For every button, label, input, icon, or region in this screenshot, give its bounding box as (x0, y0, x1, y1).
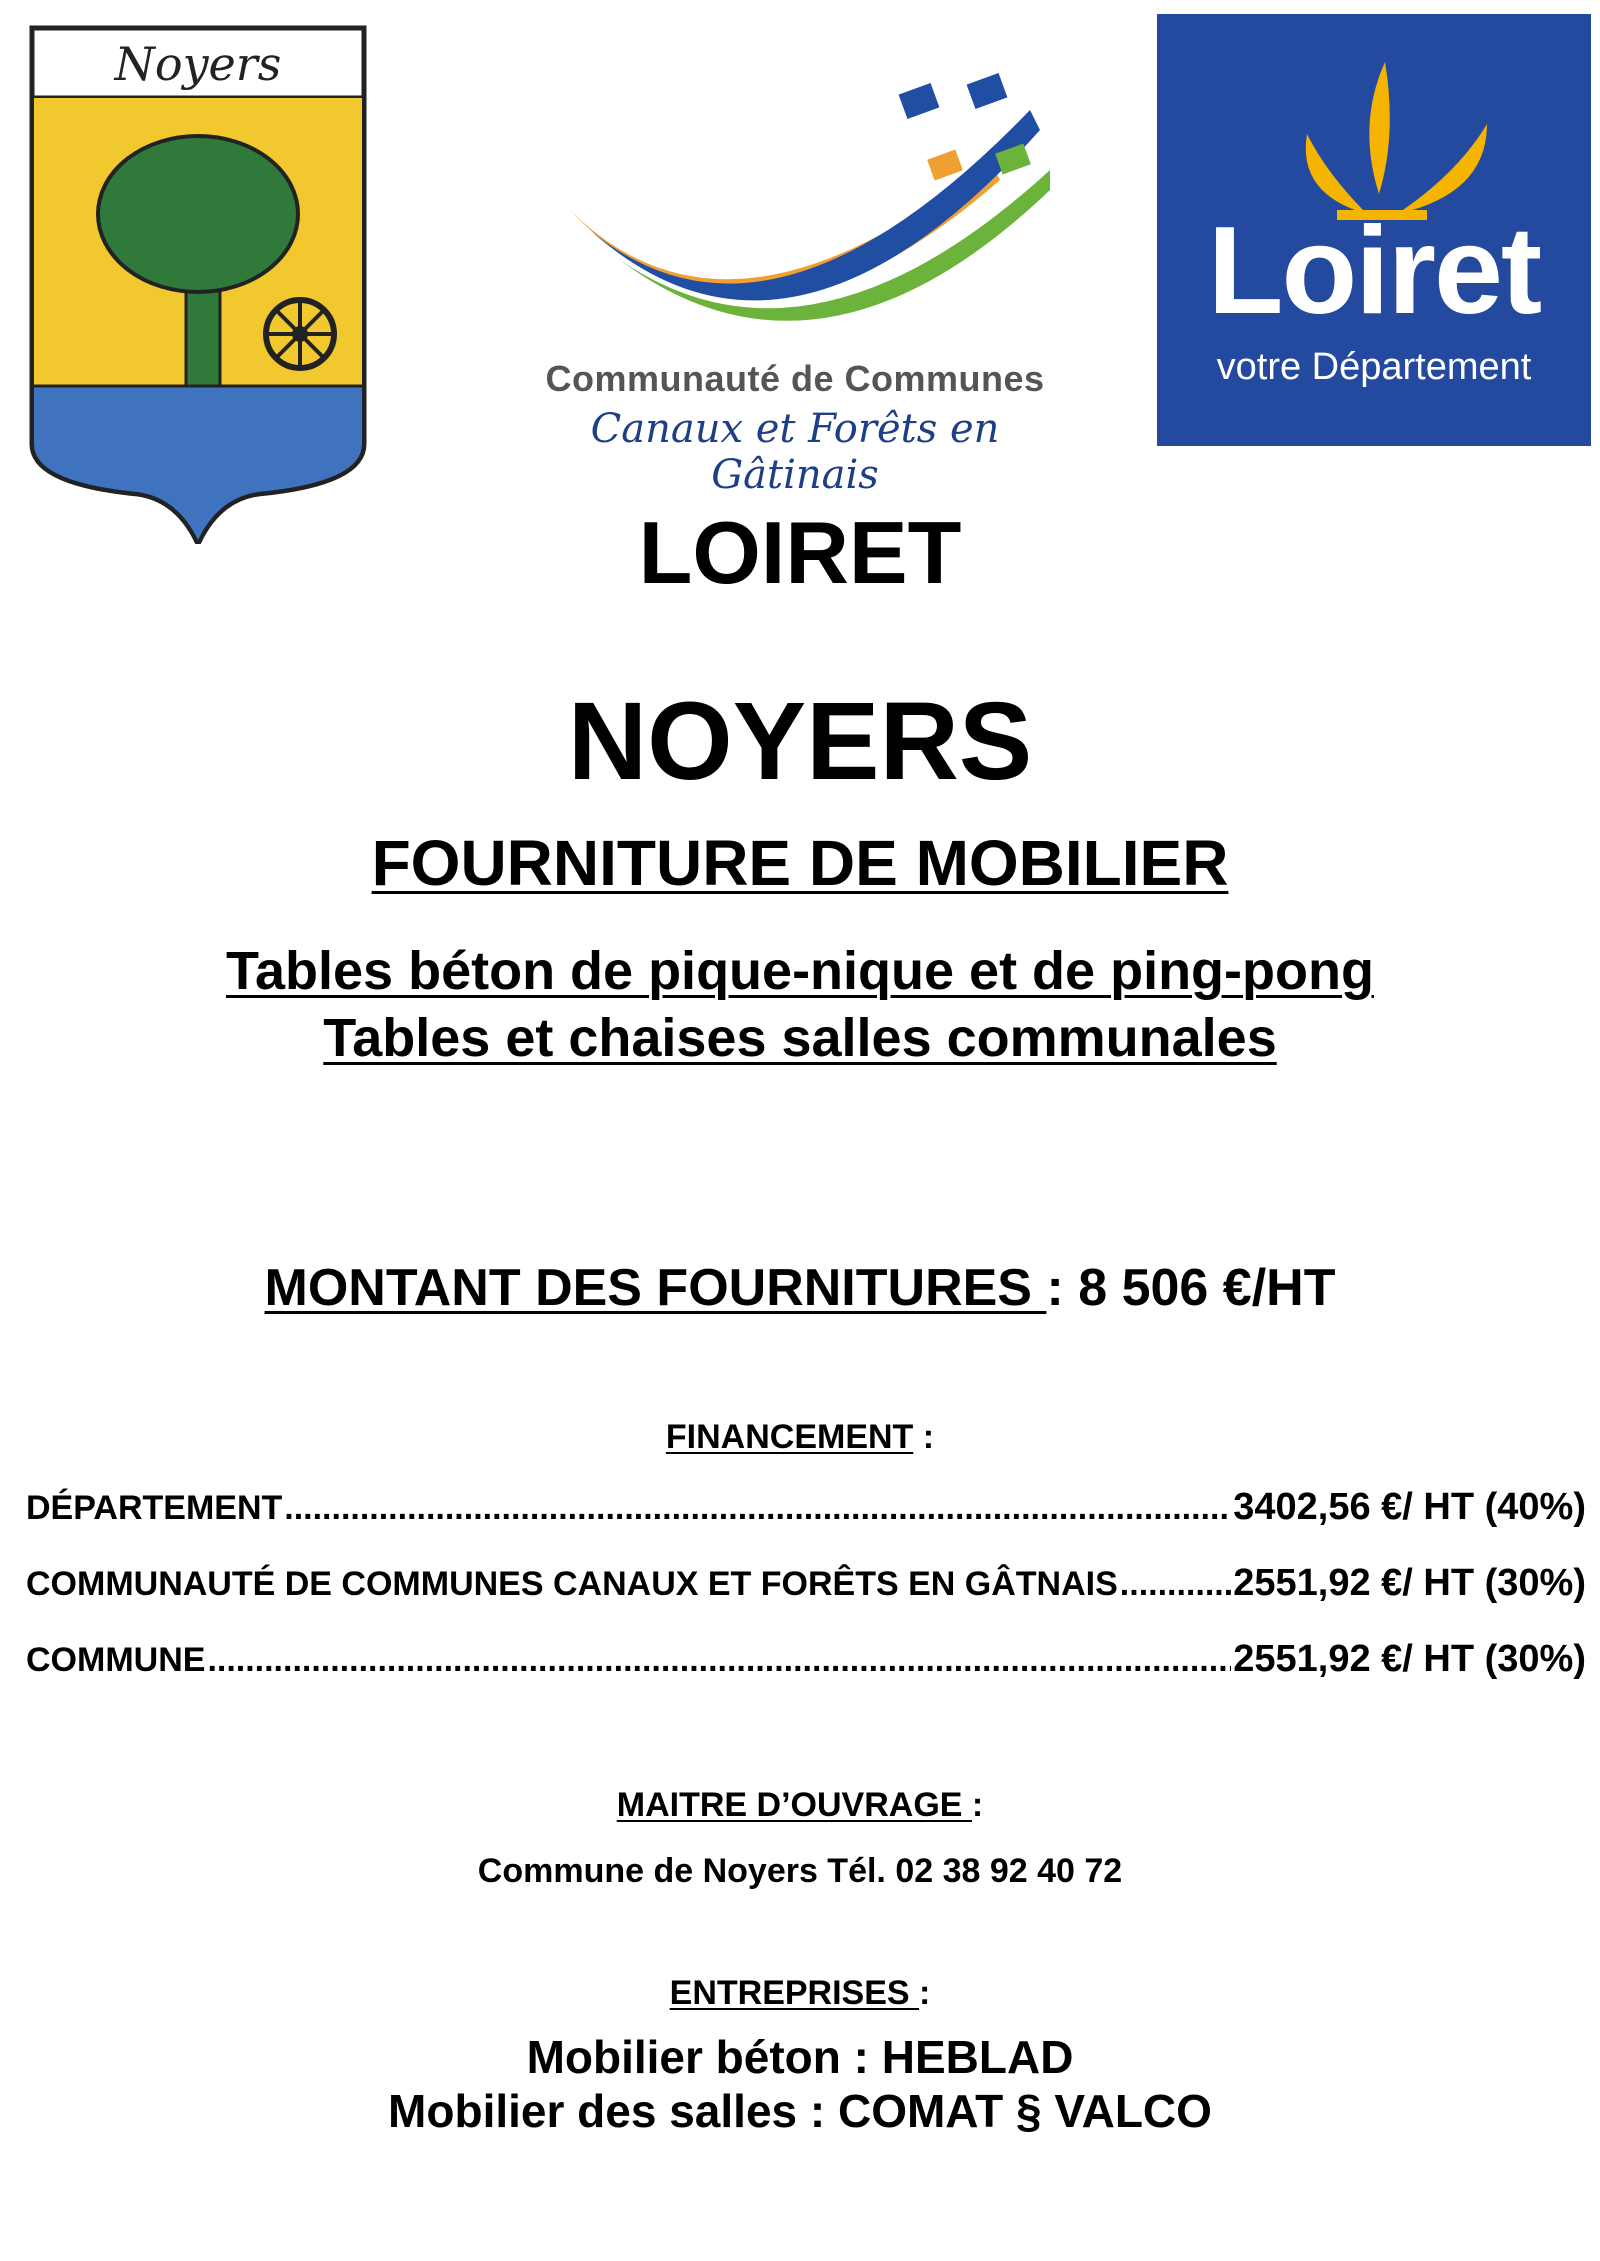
amount-label: MONTANT DES FOURNITURES (264, 1259, 1047, 1317)
cc-tagline: Canaux et Forêts en Gâtinais (590, 406, 1000, 498)
town-title: NOYERS (567, 680, 1033, 803)
financement-heading-suffix: : (913, 1418, 935, 1456)
maitre-heading-suffix: : (971, 1786, 984, 1824)
entreprises-heading (0, 1974, 1600, 2013)
entreprises-heading-suffix: : (919, 1974, 931, 2012)
amount-line (0, 1258, 1600, 1318)
leader-dots (284, 1489, 1231, 1528)
entreprise-line-1: Mobilier béton : HEBLAD (526, 2031, 1074, 2083)
amount-value: : 8 506 €/HT (1046, 1259, 1336, 1317)
financement-row-amount: 2551,92 €/ HT (30%) (1233, 1638, 1586, 1680)
loiret-word: Loiret (1207, 202, 1541, 340)
financement-row-departement (26, 1486, 1586, 1529)
project-line-2 (0, 1007, 1600, 1069)
financement-row-label: DÉPARTEMENT (26, 1489, 283, 1527)
financement-heading-text: FINANCEMENT (665, 1418, 914, 1456)
maitre-heading-text: MAITRE D’OUVRAGE (616, 1786, 972, 1824)
financement-row-amount: 2551,92 €/ HT (30%) (1233, 1562, 1586, 1604)
financement-heading (0, 1418, 1600, 1457)
project-line-1-text: Tables béton de pique-nique et de ping-pong (226, 941, 1374, 1001)
financement-row-amount: 3402,56 €/ HT (40%) (1233, 1486, 1586, 1528)
maitre-value: Commune de Noyers Tél. 02 38 92 40 72 (477, 1852, 1123, 1890)
entreprises-heading-text: ENTREPRISES (669, 1974, 920, 2012)
financement-row-commune (26, 1638, 1586, 1681)
leader-dots (1120, 1565, 1231, 1604)
project-title (0, 826, 1600, 900)
region-title: LOIRET (638, 503, 962, 602)
financement-row-communaute (26, 1562, 1586, 1605)
project-line-2-text: Tables et chaises salles communales (323, 1008, 1277, 1068)
noyers-crest-logo (18, 14, 378, 544)
financement-row-label: COMMUNE (26, 1641, 206, 1679)
cc-name: Communauté de Communes (545, 358, 1045, 399)
project-line-1 (0, 940, 1600, 1002)
loiret-sub: votre Département (1216, 346, 1532, 388)
entreprise-line-2: Mobilier des salles : COMAT § VALCO (388, 2085, 1212, 2137)
maitre-heading (0, 1786, 1600, 1825)
crest-text: Noyers (114, 37, 282, 91)
financement-row-label: COMMUNAUTÉ DE COMMUNES CANAUX ET FORÊTS EN GÂTNAIS (26, 1565, 1118, 1603)
project-title-text: FOURNITURE DE MOBILIER (371, 827, 1229, 899)
leader-dots (207, 1641, 1231, 1680)
